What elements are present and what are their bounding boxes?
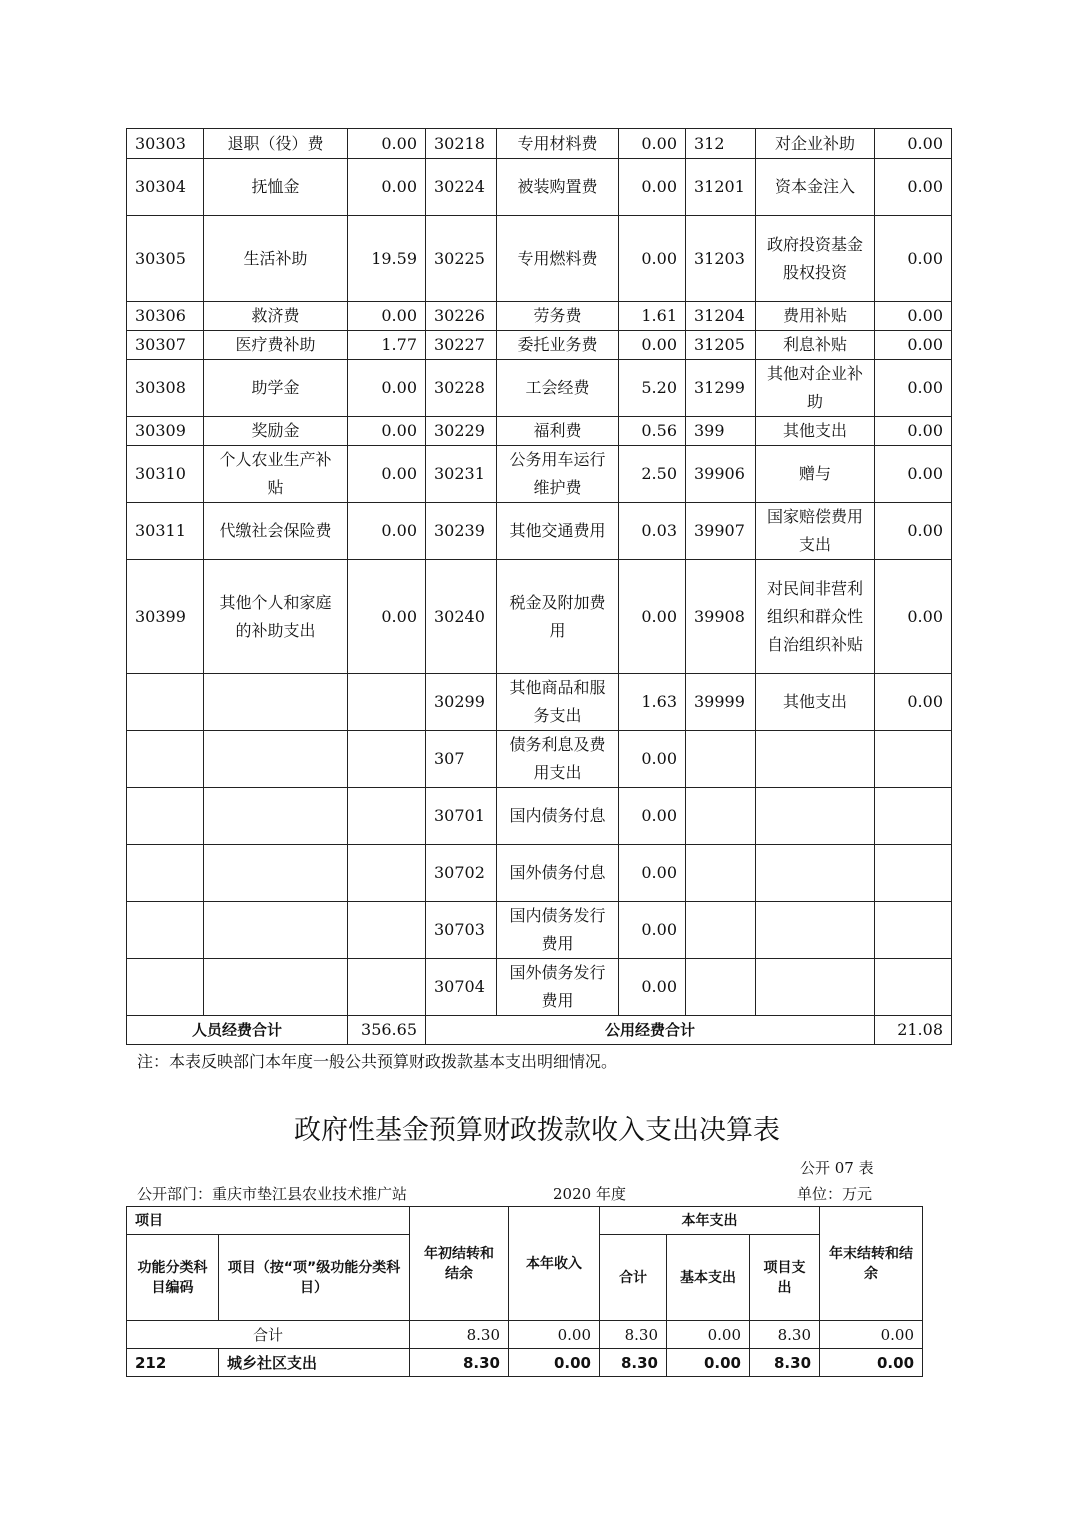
header-item-name: 项目（按“项”级功能分类科目） [219, 1235, 410, 1321]
value-3 [875, 959, 952, 1016]
name-2: 被装购置费 [497, 159, 619, 216]
value-3: 0.00 [875, 446, 952, 503]
data-row [127, 1349, 923, 1377]
value-1: 19.59 [348, 216, 426, 302]
header-project-expense: 项目支出 [750, 1235, 820, 1321]
code-3 [686, 788, 756, 845]
header-expense: 本年支出 [600, 1207, 820, 1235]
header-code: 功能分类科目编码 [127, 1235, 219, 1321]
name-3: 对民间非营利组织和群众性自治组织补贴 [756, 560, 875, 674]
name-2: 工会经费 [497, 360, 619, 417]
code-2: 30701 [426, 788, 497, 845]
value-3: 0.00 [875, 159, 952, 216]
code-3: 31203 [686, 216, 756, 302]
name-3 [756, 788, 875, 845]
table-number: 公开 07 表 [800, 1159, 874, 1177]
value-2: 0.03 [619, 503, 686, 560]
row-end: 0.00 [820, 1349, 923, 1377]
value-2: 2.50 [619, 446, 686, 503]
name-1: 奖励金 [204, 417, 348, 446]
code-1: 30310 [127, 446, 204, 503]
value-1 [348, 731, 426, 788]
name-3 [756, 959, 875, 1016]
code-2: 30229 [426, 417, 497, 446]
row-total: 8.30 [600, 1349, 667, 1377]
code-2: 30703 [426, 902, 497, 959]
name-3: 资本金注入 [756, 159, 875, 216]
row-code: 212 [127, 1349, 219, 1377]
name-3: 赠与 [756, 446, 875, 503]
value-3: 0.00 [875, 302, 952, 331]
name-1: 生活补助 [204, 216, 348, 302]
code-3: 31204 [686, 302, 756, 331]
personnel-total-value: 356.65 [348, 1016, 426, 1045]
table-row [127, 302, 952, 331]
code-1: 30309 [127, 417, 204, 446]
value-1: 0.00 [348, 159, 426, 216]
sum-label: 合计 [127, 1321, 410, 1349]
department-label: 公开部门：重庆市垫江县农业技术推广站 [137, 1185, 408, 1203]
code-3: 31201 [686, 159, 756, 216]
row-name: 城乡社区支出 [219, 1349, 410, 1377]
name-2: 其他商品和服务支出 [497, 674, 619, 731]
sum-end: 0.00 [820, 1321, 923, 1349]
code-1 [127, 788, 204, 845]
code-1 [127, 959, 204, 1016]
name-2: 国内债务付息 [497, 788, 619, 845]
sum-basic: 0.00 [667, 1321, 750, 1349]
totals-section [127, 1016, 952, 1045]
name-2: 专用燃料费 [497, 216, 619, 302]
name-1: 抚恤金 [204, 159, 348, 216]
code-3 [686, 845, 756, 902]
table-row [127, 331, 952, 360]
value-1 [348, 902, 426, 959]
code-3: 39908 [686, 560, 756, 674]
name-3: 其他对企业补助 [756, 360, 875, 417]
value-3 [875, 845, 952, 902]
table-row [127, 503, 952, 560]
sum-total: 8.30 [600, 1321, 667, 1349]
table-row [127, 674, 952, 731]
name-2: 国内债务发行费用 [497, 902, 619, 959]
name-2: 福利费 [497, 417, 619, 446]
table-row [127, 159, 952, 216]
name-1: 代缴社会保险费 [204, 503, 348, 560]
name-1 [204, 959, 348, 1016]
code-2: 30299 [426, 674, 497, 731]
value-1: 0.00 [348, 360, 426, 417]
name-2: 债务利息及费用支出 [497, 731, 619, 788]
code-3: 39907 [686, 503, 756, 560]
name-1 [204, 788, 348, 845]
name-3: 费用补贴 [756, 302, 875, 331]
page-title: 政府性基金预算财政拨款收入支出决算表 [294, 1115, 780, 1146]
value-1: 0.00 [348, 446, 426, 503]
value-2: 5.20 [619, 360, 686, 417]
code-1: 30305 [127, 216, 204, 302]
name-1 [204, 845, 348, 902]
code-1: 30308 [127, 360, 204, 417]
sum-begin: 8.30 [410, 1321, 509, 1349]
basic-expense-detail-table [126, 128, 952, 1045]
name-1 [204, 674, 348, 731]
public-total-value: 21.08 [875, 1016, 952, 1045]
code-3: 39999 [686, 674, 756, 731]
value-3: 0.00 [875, 417, 952, 446]
value-2: 1.61 [619, 302, 686, 331]
table-row [127, 417, 952, 446]
name-3: 利息补贴 [756, 331, 875, 360]
name-1 [204, 902, 348, 959]
code-1: 30303 [127, 129, 204, 159]
value-1 [348, 674, 426, 731]
header-begin-balance: 年初结转和结余 [410, 1207, 509, 1321]
code-2: 30224 [426, 159, 497, 216]
header-basic: 基本支出 [667, 1235, 750, 1321]
name-1 [204, 731, 348, 788]
name-2: 公务用车运行维护费 [497, 446, 619, 503]
value-2: 0.00 [619, 159, 686, 216]
totals-row [127, 1016, 952, 1045]
value-3: 0.00 [875, 216, 952, 302]
value-2: 0.00 [619, 845, 686, 902]
unit-label: 单位：万元 [797, 1185, 873, 1203]
public-total-label: 公用经费合计 [426, 1016, 875, 1045]
name-3: 国家赔偿费用支出 [756, 503, 875, 560]
header-expense-total: 合计 [600, 1235, 667, 1321]
personnel-total-label: 人员经费合计 [127, 1016, 348, 1045]
header-row-1 [127, 1207, 923, 1235]
name-2: 其他交通费用 [497, 503, 619, 560]
table-row [127, 446, 952, 503]
code-1 [127, 845, 204, 902]
value-1: 0.00 [348, 503, 426, 560]
code-1: 30306 [127, 302, 204, 331]
fund-budget-table [126, 1206, 923, 1377]
name-3 [756, 731, 875, 788]
table-note: 注：本表反映部门本年度一般公共预算财政拨款基本支出明细情况。 [137, 1052, 618, 1071]
name-1: 个人农业生产补贴 [204, 446, 348, 503]
name-2: 国外债务付息 [497, 845, 619, 902]
value-3 [875, 902, 952, 959]
row-income: 0.00 [509, 1349, 600, 1377]
value-2: 0.00 [619, 560, 686, 674]
table-row [127, 360, 952, 417]
name-3 [756, 845, 875, 902]
table-row [127, 959, 952, 1016]
code-3: 39906 [686, 446, 756, 503]
name-1: 退职（役）费 [204, 129, 348, 159]
code-2: 307 [426, 731, 497, 788]
table-row [127, 845, 952, 902]
code-2: 30239 [426, 503, 497, 560]
header-end-balance: 年末结转和结余 [820, 1207, 923, 1321]
value-2: 0.00 [619, 129, 686, 159]
name-1: 救济费 [204, 302, 348, 331]
value-3: 0.00 [875, 674, 952, 731]
value-3: 0.00 [875, 331, 952, 360]
code-2: 30225 [426, 216, 497, 302]
code-3: 31299 [686, 360, 756, 417]
table-row [127, 129, 952, 159]
code-3: 399 [686, 417, 756, 446]
value-1 [348, 845, 426, 902]
name-2: 国外债务发行费用 [497, 959, 619, 1016]
sum-income: 0.00 [509, 1321, 600, 1349]
code-3 [686, 731, 756, 788]
code-1 [127, 674, 204, 731]
value-1: 0.00 [348, 417, 426, 446]
value-2: 0.00 [619, 788, 686, 845]
value-2: 0.00 [619, 216, 686, 302]
header-income: 本年收入 [509, 1207, 600, 1321]
code-1: 30307 [127, 331, 204, 360]
table-row [127, 560, 952, 674]
name-2: 委托业务费 [497, 331, 619, 360]
name-1: 助学金 [204, 360, 348, 417]
name-3: 其他支出 [756, 674, 875, 731]
value-1: 0.00 [348, 302, 426, 331]
code-3 [686, 959, 756, 1016]
row-begin: 8.30 [410, 1349, 509, 1377]
code-2: 30227 [426, 331, 497, 360]
code-1 [127, 731, 204, 788]
value-1: 0.00 [348, 560, 426, 674]
table-row [127, 788, 952, 845]
table-row [127, 731, 952, 788]
table-row [127, 216, 952, 302]
code-2: 30218 [426, 129, 497, 159]
code-1: 30304 [127, 159, 204, 216]
sum-row [127, 1321, 923, 1349]
name-1: 医疗费补助 [204, 331, 348, 360]
name-1: 其他个人和家庭的补助支出 [204, 560, 348, 674]
year-label: 2020 年度 [553, 1185, 626, 1203]
code-2: 30228 [426, 360, 497, 417]
value-2: 0.00 [619, 731, 686, 788]
value-2: 0.00 [619, 331, 686, 360]
value-3: 0.00 [875, 129, 952, 159]
value-3 [875, 731, 952, 788]
code-3 [686, 902, 756, 959]
value-2: 0.56 [619, 417, 686, 446]
name-2: 税金及附加费用 [497, 560, 619, 674]
table-row [127, 902, 952, 959]
name-3: 政府投资基金股权投资 [756, 216, 875, 302]
name-2: 专用材料费 [497, 129, 619, 159]
code-2: 30240 [426, 560, 497, 674]
value-3 [875, 788, 952, 845]
value-1: 1.77 [348, 331, 426, 360]
value-3: 0.00 [875, 360, 952, 417]
code-1 [127, 902, 204, 959]
value-1 [348, 788, 426, 845]
value-1: 0.00 [348, 129, 426, 159]
code-1: 30399 [127, 560, 204, 674]
name-2: 劳务费 [497, 302, 619, 331]
name-3 [756, 902, 875, 959]
row-basic: 0.00 [667, 1349, 750, 1377]
value-3: 0.00 [875, 560, 952, 674]
value-1 [348, 959, 426, 1016]
name-3: 对企业补助 [756, 129, 875, 159]
value-3: 0.00 [875, 503, 952, 560]
value-2: 0.00 [619, 959, 686, 1016]
code-2: 30226 [426, 302, 497, 331]
row-project: 8.30 [750, 1349, 820, 1377]
code-1: 30311 [127, 503, 204, 560]
code-2: 30231 [426, 446, 497, 503]
name-3: 其他支出 [756, 417, 875, 446]
code-2: 30702 [426, 845, 497, 902]
code-3: 31205 [686, 331, 756, 360]
table-body [127, 129, 952, 1016]
code-2: 30704 [426, 959, 497, 1016]
value-2: 1.63 [619, 674, 686, 731]
value-2: 0.00 [619, 902, 686, 959]
code-3: 312 [686, 129, 756, 159]
sum-project: 8.30 [750, 1321, 820, 1349]
header-project: 项目 [127, 1207, 410, 1235]
